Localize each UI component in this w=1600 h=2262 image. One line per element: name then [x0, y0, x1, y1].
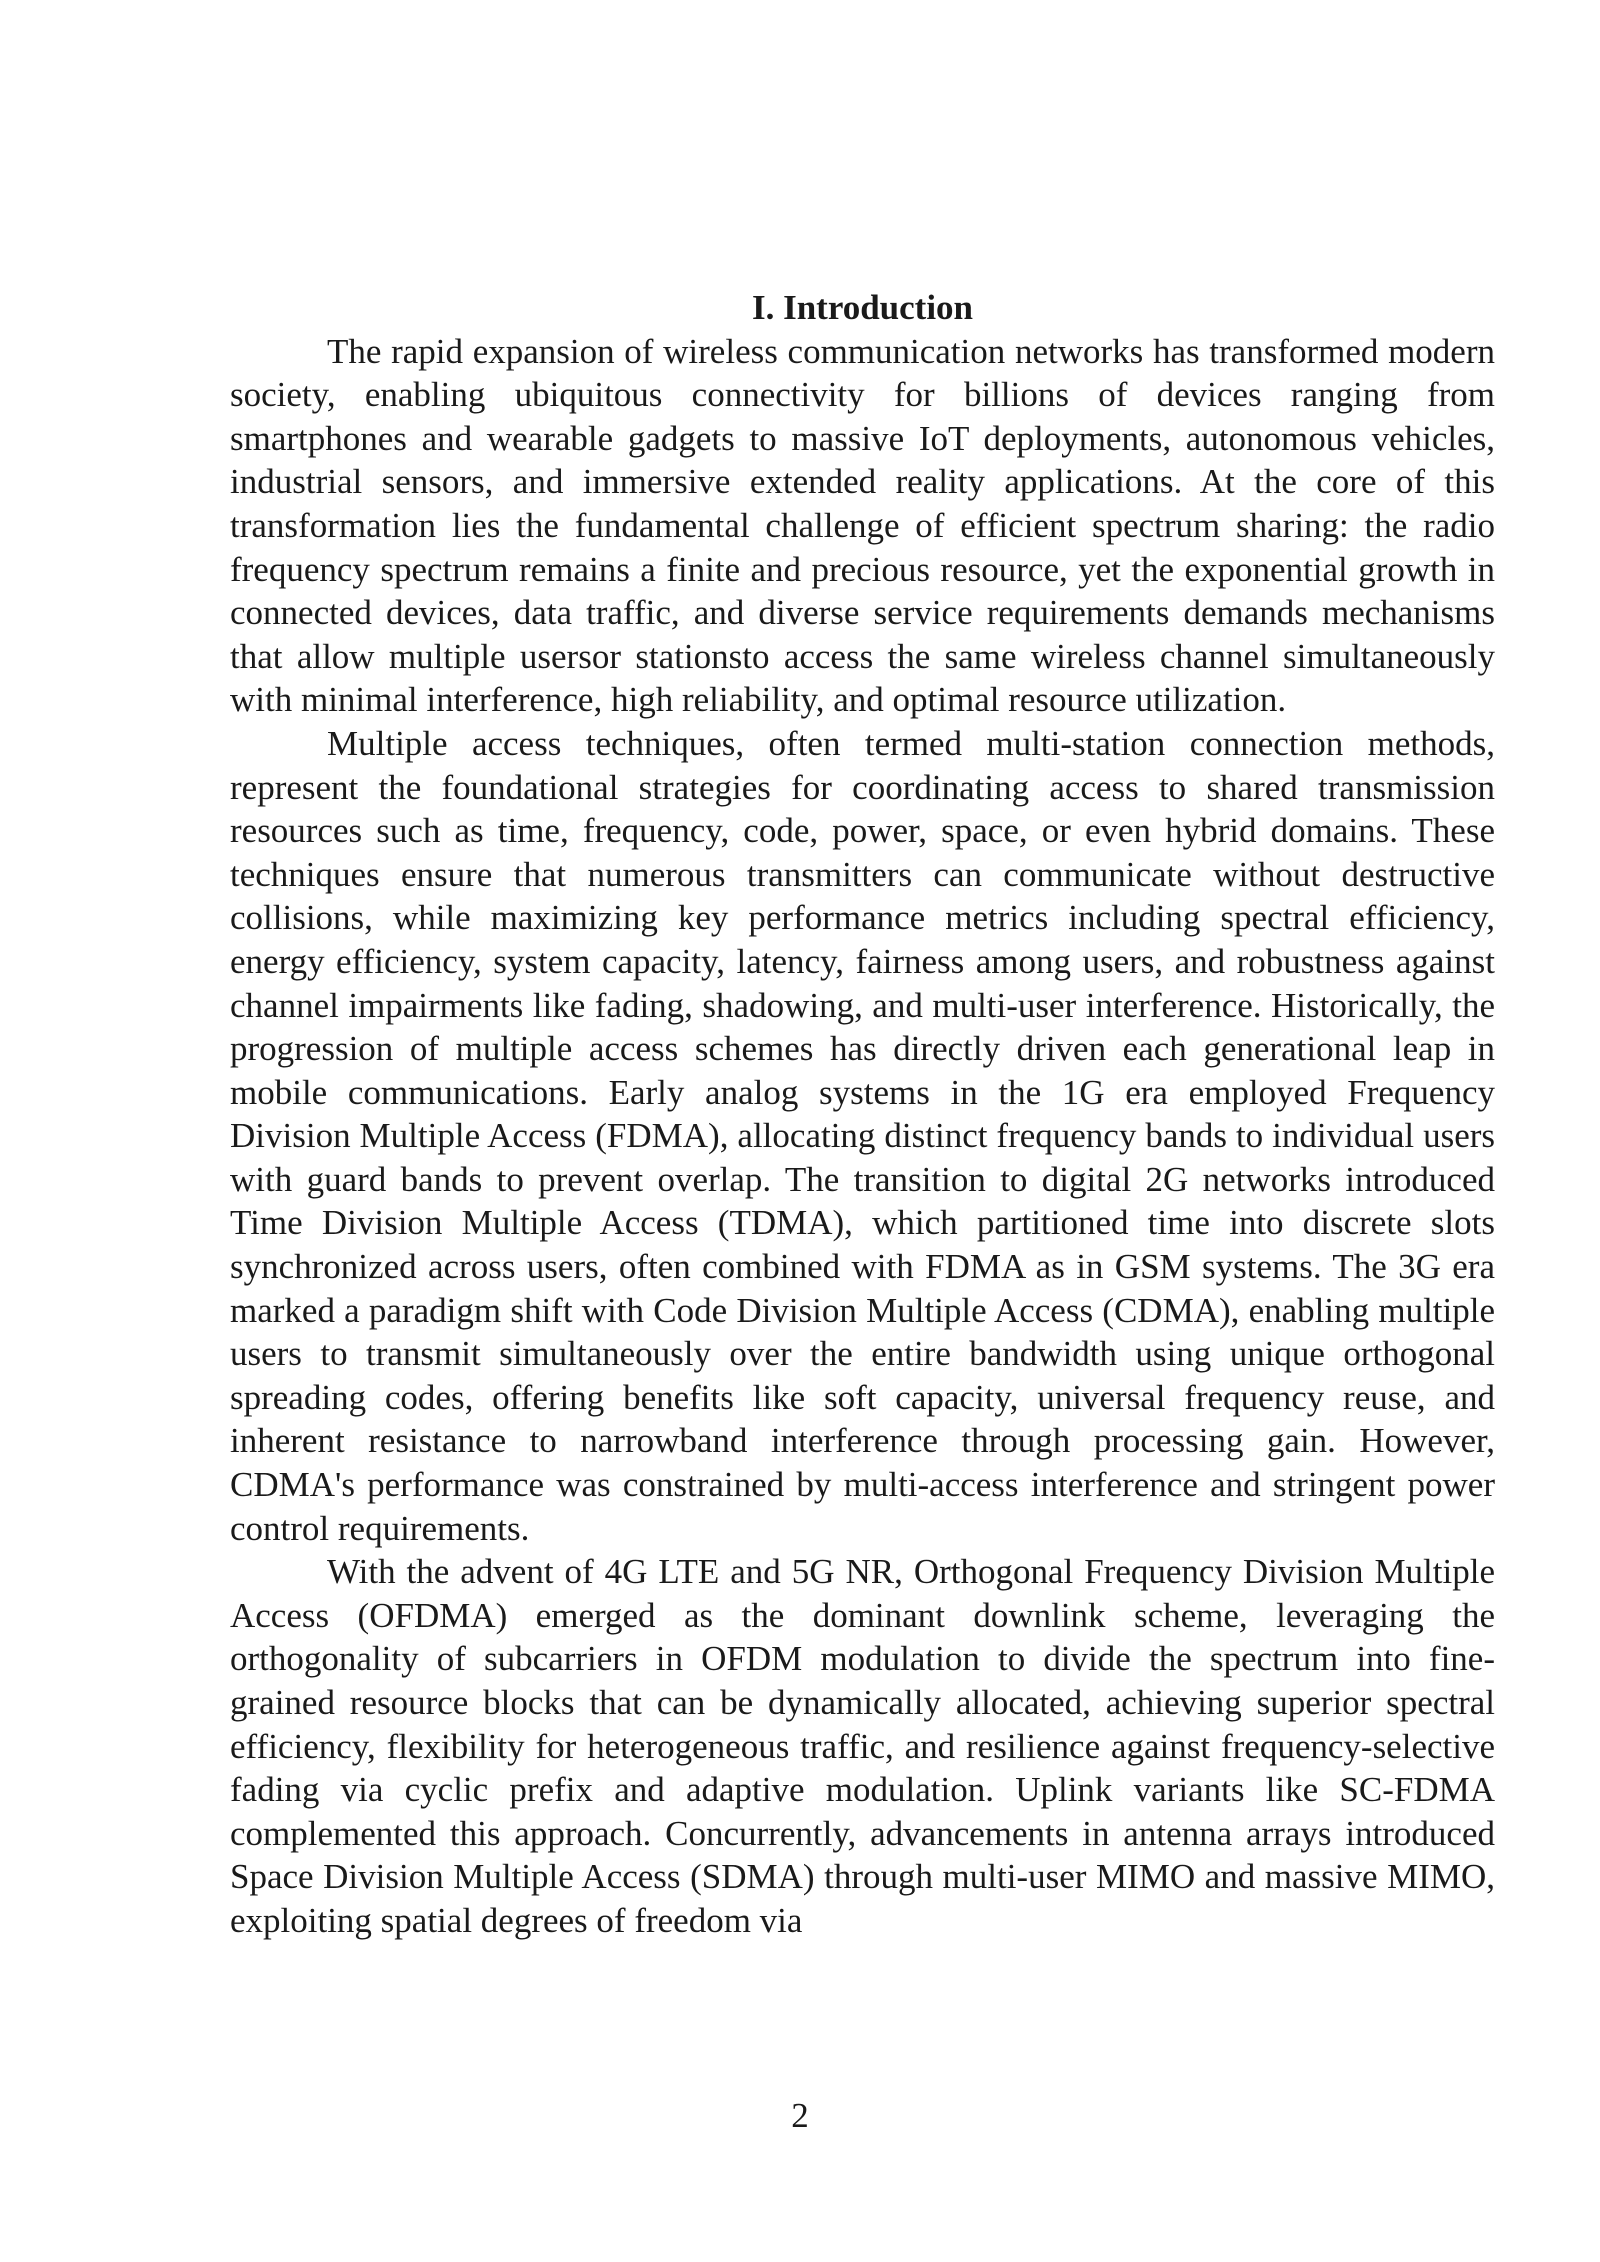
page-number: 2 — [791, 2096, 809, 2135]
paragraph-1: The rapid expansion of wireless communication networks has transformed modern society, enabling ubiquitous connectivity for billions of devices ranging from smartphones and wearable gadgets to massive IoT deployments, autonomous vehicles, industrial sensors, and immersive extended reality applications. At the core of this transformation lies the fundamental challenge of efficient spectrum sharing: the radio frequency spectrum remains a finite and precious resource, yet the exponential growth in connected devices, data traffic, and diverse service requirements demands mechanisms that allow multiple usersor stationsto access the same wireless channel simultaneously with minimal interference, high reliability, and optimal resource utilization. — [230, 331, 1495, 720]
paragraph-3: With the advent of 4G LTE and 5G NR, Orthogonal Frequency Division Multiple Access (OFDMA) emerged as the dominant downlink scheme, leveraging the orthogonality of subcarriers in OFDM modulation to divide the spectrum into fine-grained resource blocks that can be dynamically allocated, achieving superior spectral efficiency, flexibility for heterogeneous traffic, and resilience against frequency-selective fading via cyclic prefix and adaptive modulation. Uplink variants like SC-FDMA complemented this approach. Concurrently, advancements in antenna arrays introduced Space Division Multiple Access (SDMA) through multi-user MIMO and massive MIMO, exploiting spatial degrees of freedom via — [230, 1552, 1495, 1940]
page-content — [230, 286, 1495, 1943]
section-title: I. Introduction — [751, 288, 974, 327]
paragraph-2: Multiple access techniques, often termed multi-station connection methods, represent the foundational strategies for coordinating access to shared transmission resources such as time, frequency, code, power, space, or even hybrid domains. These techniques ensure that numerous transmitters can communicate without destructive collisions, while maximizing key performance metrics including spectral efficiency, energy efficiency, system capacity, latency, fairness among users, and robustness against channel impairments like fading, shadowing, and multi-user interference. Historically, the progression of multiple access schemes has directly driven each generational leap in mobile communications. Early analog systems in the 1G era employed Frequency Division Multiple Access (FDMA), allocating distinct frequency bands to individual users with guard bands to prevent overlap. The transition to digital 2G networks introduced Time Division Multiple Access (TDMA), which partitioned time into discrete slots synchronized across users, often combined with FDMA as in GSM systems. The 3G era marked a paradigm shift with Code Division Multiple Access (CDMA), enabling multiple users to transmit simultaneously over the entire bandwidth using unique orthogonal spreading codes, offering benefits like soft capacity, universal frequency reuse, and inherent resistance to narrowband interference through processing gain. However, CDMA's performance was constrained by multi-access interference and stringent power control requirements. — [230, 723, 1495, 1548]
